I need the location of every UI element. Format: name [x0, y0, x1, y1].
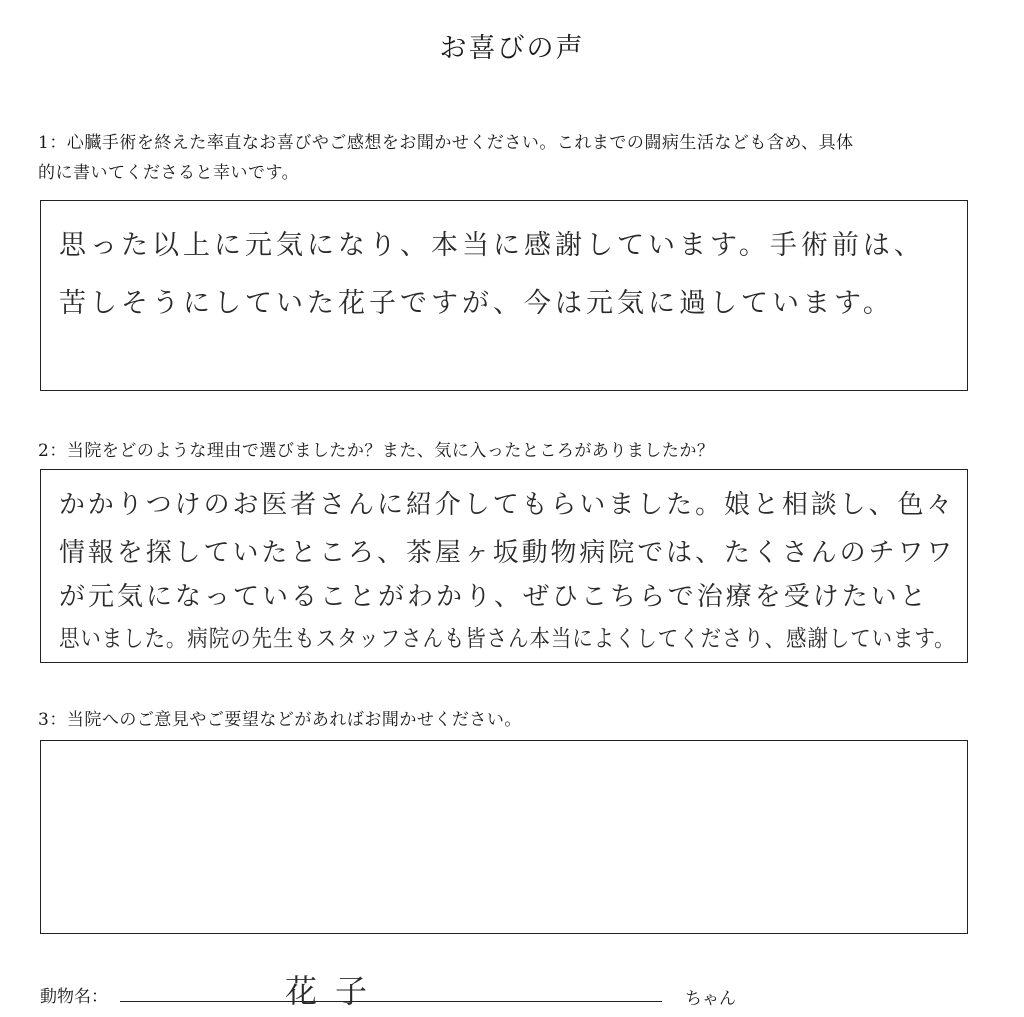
answer-box-2[interactable] — [40, 469, 968, 663]
animal-name-underline — [120, 1001, 662, 1002]
question-2 — [38, 436, 988, 466]
answer-box-1[interactable] — [40, 200, 968, 391]
animal-name-label: 動物名： — [40, 987, 108, 1007]
animal-name-value[interactable]: 花子 — [285, 972, 386, 1010]
question-3 — [38, 705, 988, 735]
answer-1-line-2: 苦しそうにしていた花子ですが、今は元気に過しています。 — [59, 288, 894, 319]
page-title: お喜びの声 — [439, 33, 585, 64]
animal-name-suffix: ちゃん — [685, 989, 736, 1009]
question-2-line-1: 2：当院をどのような理由で選びましたか？また、気に入ったところがありましたか？ — [38, 441, 715, 461]
answer-box-3[interactable] — [40, 740, 968, 934]
answer-2-line-3: が元気になっていることがわかり、ぜひこちらで治療を受けたいと — [59, 582, 929, 612]
question-1-line-1: 1：心臓手術を終えた率直なお喜びやご感想をお聞かせください。これまでの闘病生活なども含め、具体 — [38, 133, 854, 153]
answer-2-line-4: 思いました。病院の先生もスタッフさんも皆さん本当によくしてくださり、感謝しています。 — [59, 626, 956, 652]
question-1-line-2: 的に書いてくださると幸いです。 — [38, 163, 300, 183]
animal-name-row — [40, 972, 760, 1014]
answer-1-line-1: 思った以上に元気になり、本当に感謝しています。手術前は、 — [59, 230, 925, 261]
question-3-line-1: 3：当院へのご意見やご要望などがあればお聞かせください。 — [38, 710, 522, 730]
answer-2-line-2: 情報を探していたところ、茶屋ヶ坂動物病院では、たくさんのチワワ — [59, 538, 956, 568]
answer-2-line-1: かかりつけのお医者さんに紹介してもらいました。娘と相談し、色々 — [59, 490, 956, 520]
question-1 — [38, 128, 988, 188]
